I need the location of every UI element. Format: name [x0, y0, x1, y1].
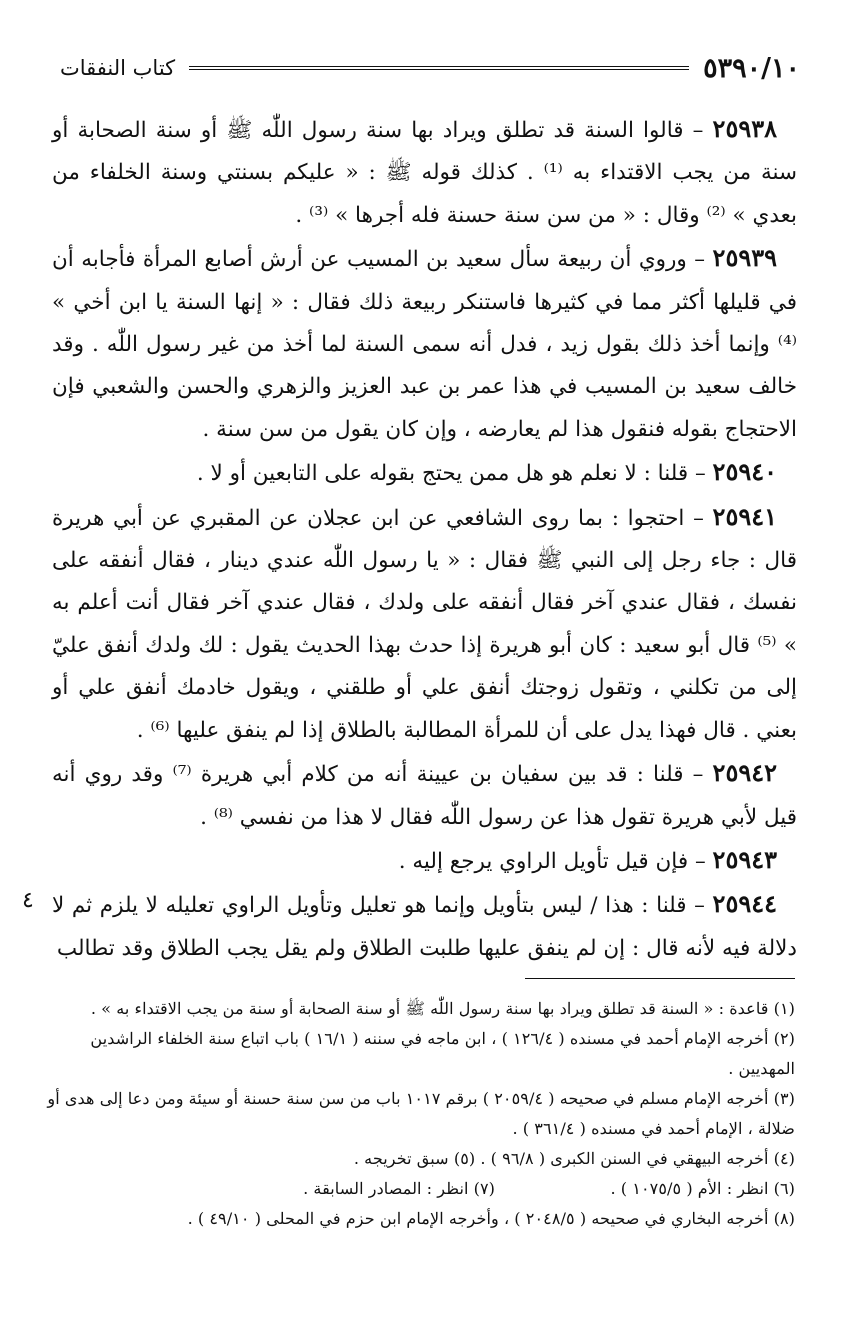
- paragraph: [52, 237, 797, 451]
- footnote: (٣) أخرجه الإمام مسلم في صحيحه ( ٢٠٥٩/٤ ) برقم ١٠١٧ باب من سن سنة حسنة أو سيئة ومن دعا إلى هدى أو ضلالة ، الإمام أحمد في مسنده ( ٣٦١/٤ ) .: [47, 1089, 795, 1138]
- footnote: (٤) أخرجه البيهقي في السنن الكبرى ( ٩٦/٨ ) . (٥) سبق تخريجه .: [353, 1149, 795, 1168]
- paragraph-text: – احتجوا : بما روى الشافعي عن ابن عجلان عن المقبري عن أبي هريرة قال : جاء رجل إلى النبي ﷺ فقال : « يا رسول اللّٰه عندي دينار ، فقال أنفقه على نفسك ، فقال عندي آخر فقال أنفقه على ولدك ، فقال عندي آخر فقال أنت أعلم به » ⁽⁵⁾ قال أبو سعيد : كان أبو هريرة إذا حدث بهذا الحديث يقول : لك ولدك أنفق عليّ إلى من تكلني ، وتقول زوجتك أنفق علي أو طلقني ، ويقول خادمك أنفق علي أو بعني . قال فهذا يدل على أن للمرأة المطالبة بالطلاق إذا لم ينفق عليها ⁽⁶⁾ .: [52, 505, 797, 743]
- footnotes: [45, 994, 795, 1234]
- paragraph-text: – قالوا السنة قد تطلق ويراد بها سنة رسول اللّٰه ﷺ أو سنة الصحابة أو سنة من يجب الاقتداء به ⁽¹⁾ . كذلك قوله ﷺ : « عليكم بسنتي وسنة الخلفاء من بعدي » ⁽²⁾ وقال : « من سن سنة حسنة فله أجرها » ⁽³⁾ .: [52, 118, 798, 228]
- footnote: (٦) انظر : الأم ( ١٠٧٥/٥ ) .: [610, 1179, 795, 1198]
- paragraph: [52, 496, 797, 752]
- paragraph: [52, 883, 797, 970]
- paragraph-text: – وروي أن ربيعة سأل سعيد بن المسيب عن أرش أصابع المرأة فأجابه أن في قليلها أكثر مما في كثيرها فاستنكر ربيعة ذلك فقال : « إنها السنة يا ابن أخي » ⁽⁴⁾ وإنما أخذ ذلك بقول زيد ، فدل أنه سمى السنة لما أخذ من غير رسول اللّٰه . وقد خالف سعيد بن المسيب في هذا عمر بن عبد العزيز والزهري والحسن والشعبي فإن الاحتجاج بقوله فنقول هذا لم يعارضه ، وإن كان يقول من سن سنة .: [52, 247, 797, 442]
- main-text: [52, 108, 797, 970]
- footnote: (٨) أخرجه البخاري في صحيحه ( ٢٠٤٨/٥ ) ، وأخرجه الإمام ابن حزم في المحلى ( ٤٩/١٠ ) .: [187, 1209, 795, 1228]
- footnote: (٧) انظر : المصادر السابقة .: [303, 1179, 495, 1198]
- paragraph: [52, 839, 797, 883]
- page-number: ٥٣٩٠/١٠: [703, 52, 800, 84]
- paragraph-number: ٢٥٩٣٨: [712, 114, 777, 143]
- footnote-row: [45, 1174, 795, 1204]
- book-title: كتاب النفقات: [60, 56, 176, 80]
- footnote: (٢) أخرجه الإمام أحمد في مسنده ( ١٢٦/٤ ) ، ابن ماجه في سننه ( ١٦/١ ) باب اتباع سنة الخلفاء الراشدين المهديين .: [90, 1029, 795, 1078]
- margin-page-marker: ٤: [22, 888, 34, 913]
- paragraph-text: – قلنا : هذا / ليس بتأويل وإنما هو تعليل وتأويل الراوي تعليله لا يلزم ثم لا دلالة فيه لأنه قال : إن لم ينفق عليها طلبت الطلاق ولم يقل يجب الطلاق وقد تطالب: [52, 893, 797, 961]
- paragraph-number: ٢٥٩٤٣: [712, 844, 777, 874]
- page-header: [60, 48, 800, 88]
- paragraph-number: ٢٥٩٤٤: [712, 889, 777, 919]
- footnote-separator: [525, 978, 795, 979]
- paragraph-text: – فإن قيل تأويل الراوي يرجع إليه .: [398, 848, 713, 874]
- paragraph: [52, 108, 797, 237]
- paragraph-number: ٢٥٩٤٢: [712, 758, 777, 788]
- paragraph-number: ٢٥٩٤٠: [712, 457, 777, 487]
- paragraph: [52, 752, 797, 839]
- header-double-rule: [189, 66, 689, 70]
- paragraph-number: ٢٥٩٤١: [712, 501, 777, 531]
- paragraph: [52, 451, 797, 495]
- paragraph-text: – قلنا : لا نعلم هو هل ممن يحتج بقوله على التابعين أو لا .: [196, 461, 713, 487]
- footnote: (١) قاعدة : « السنة قد تطلق ويراد بها سنة رسول اللّٰه ﷺ أو سنة الصحابة أو سنة من يجب الاقتداء به » .: [90, 999, 795, 1018]
- paragraph-number: ٢٥٩٣٩: [712, 243, 777, 273]
- paragraph-text: – قلنا : قد بين سفيان بن عيينة أنه من كلام أبي هريرة ⁽⁷⁾ وقد روي أنه قيل لأبي هريرة تقول هذا عن رسول اللّٰه فقال لا هذا من نفسي ⁽⁸⁾ .: [52, 762, 797, 830]
